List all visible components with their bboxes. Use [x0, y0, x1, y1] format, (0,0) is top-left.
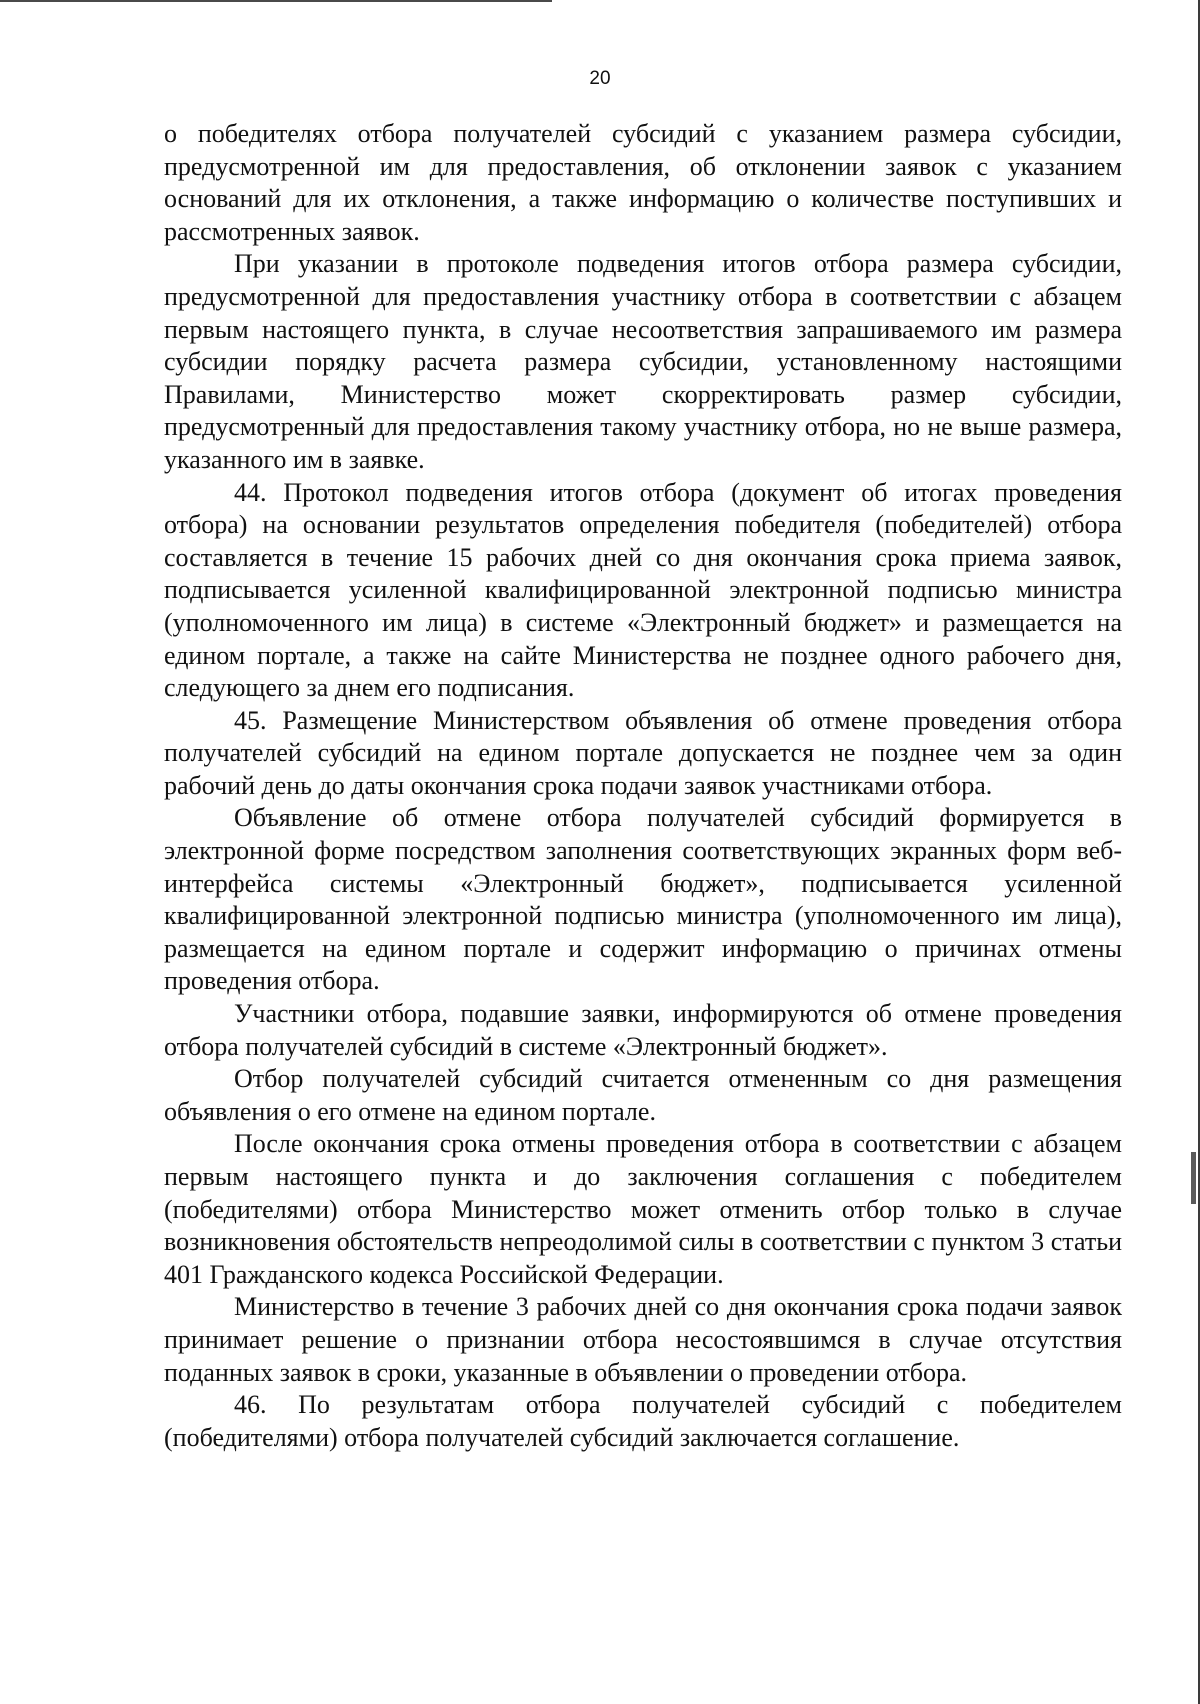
paragraph: Участники отбора, подавшие заявки, информируются об отмене проведения отбора получателей субсидий в системе «Электронный бюджет». — [164, 999, 1122, 1061]
page-number: 20 — [589, 68, 611, 89]
paragraph: После окончания срока отмены проведения отбора в соответствии с абзацем первым настоящего пункта и до заключения соглашения с победителем (победителями) отбора Министерство может отменить отбор только в случае возникновения обстоятельств непреодолимой силы в соответствии с пунктом 3 статьи 401 Гражданского кодекса Российской Федерации. — [164, 1129, 1122, 1289]
paragraph-continuation: о победителях отбора получателей субсидий с указанием размера субсидии, предусмотренной им для предоставления, об отклонении заявок с указанием оснований для их отклонения, а также информацию о количестве поступивших и рассмотренных заявок. — [164, 119, 1122, 246]
scan-edge-mark — [1191, 1152, 1196, 1204]
scan-edge-top — [0, 0, 552, 2]
paragraph: Отбор получателей субсидий считается отмененным со дня размещения объявления о его отмене на едином портале. — [164, 1064, 1122, 1126]
document-body — [164, 118, 1122, 1454]
paragraph-item-46: 46. По результатам отбора получателей субсидий с победителем (победителями) отбора получателей субсидий заключается соглашение. — [164, 1390, 1122, 1452]
paragraph: Объявление об отмене отбора получателей субсидий формируется в электронной форме посредством заполнения соответствующих экранных форм веб-интерфейса системы «Электронный бюджет», подписывается усиленной квалифицированной электронной подписью министра (уполномоченного им лица), размещается на едином портале и содержит информацию о причинах отмены проведения отбора. — [164, 803, 1122, 996]
paragraph: Министерство в течение 3 рабочих дней со дня окончания срока подачи заявок принимает решение о признании отбора несостоявшимся в случае отсутствия поданных заявок в сроки, указанные в объявлении о проведении отбора. — [164, 1292, 1122, 1387]
paragraph: При указании в протоколе подведения итогов отбора размера субсидии, предусмотренной для предоставления участнику отбора в соответствии с абзацем первым настоящего пункта, в случае несоответствия запрашиваемого им размера субсидии порядку расчета размера субсидии, установленному настоящими Правилами, Министерство может скорректировать размер субсидии, предусмотренный для предоставления такому участнику отбора, но не выше размера, указанного им в заявке. — [164, 249, 1122, 474]
paragraph-item-44: 44. Протокол подведения итогов отбора (документ об итогах проведения отбора) на основании результатов определения победителя (победителей) отбора составляется в течение 15 рабочих дней со дня окончания срока приема заявок, подписывается усиленной квалифицированной электронной подписью министра (уполномоченного им лица) в системе «Электронный бюджет» и размещается на едином портале, а также на сайте Министерства не позднее одного рабочего дня, следующего за днем его подписания. — [164, 477, 1122, 703]
paragraph-item-45: 45. Размещение Министерством объявления об отмене проведения отбора получателей субсидий на едином портале допускается не позднее чем за один рабочий день до даты окончания срока подачи заявок участниками отбора. — [164, 705, 1122, 800]
